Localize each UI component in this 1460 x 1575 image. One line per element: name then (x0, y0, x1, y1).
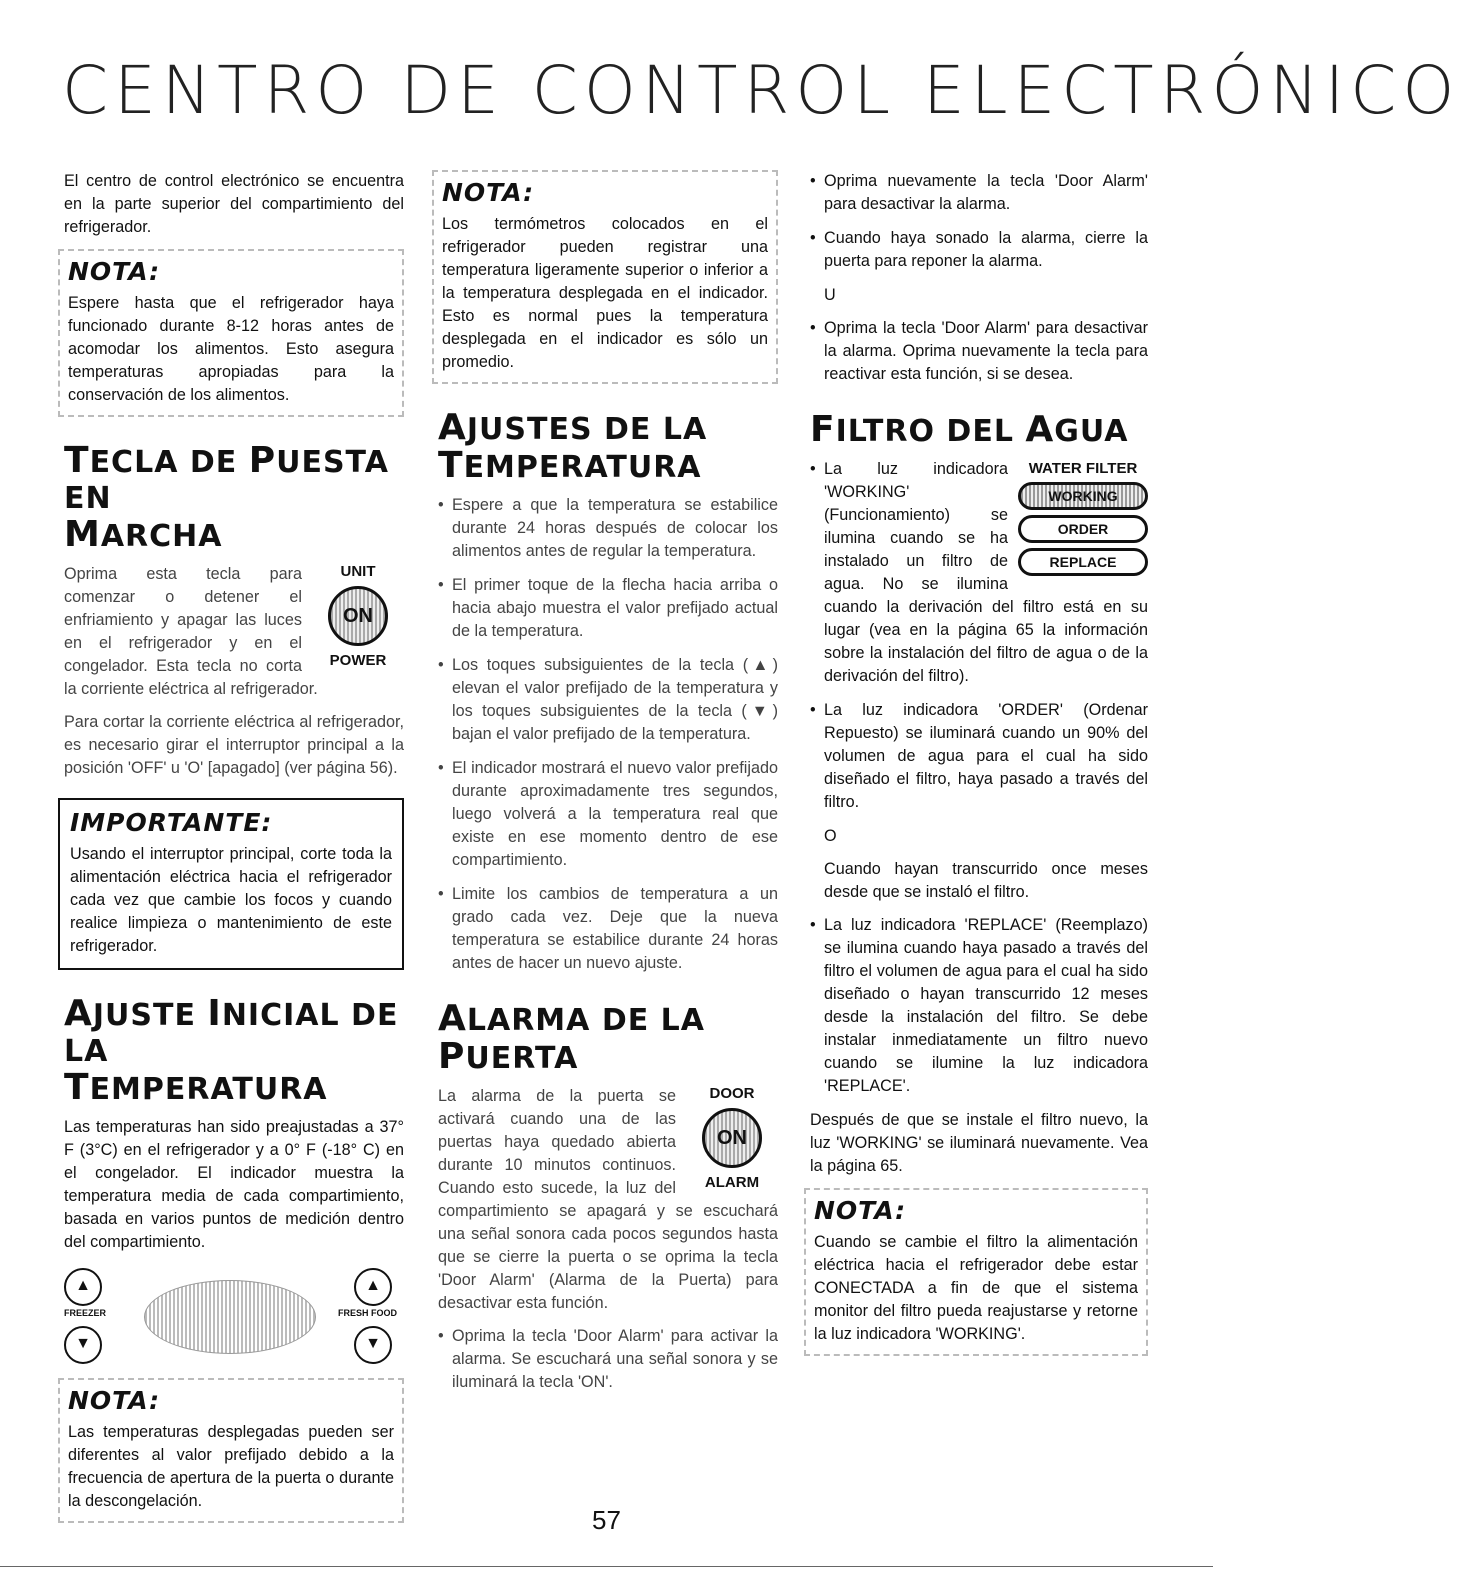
alarm-list-2 (810, 317, 1148, 386)
list-item: • La luz indicadora 'REPLACE' (Reemplazo) se ilumina cuando haya pasado a través del filtro el volumen de agua para el cual ha sido diseñado o hayan transcurrido 12 meses desde la instalación del filtro. Se debe instalar inmediatamente un filtro nuevo cuando se ilumine la luz indicadora 'REPLACE'. (810, 914, 1148, 1098)
list-item: • Oprima la tecla 'Door Alarm' para desactivar la alarma. Oprima nuevamente la tecla para reactivar esta función, si se desea. (810, 317, 1148, 386)
unit-power-paragraph: Oprima esta tecla para comenzar o detener el enfriamiento y apagar las luces en el refrigerador y en el congelador. Esta tecla no corta la corriente eléctrica al refrigerador. (64, 565, 318, 698)
u-text: U (824, 286, 836, 304)
door-alarm-paragraph: La alarma de la puerta se activará cuando una de las puertas haya quedado abierta durante 10 minutos continuos. Cuando esto sucede, la luz del compartimiento se apagará y se escuchará una señal sonora cada pocos segundos hasta que se cierre la puerta o se oprima la tecla 'Door Alarm' (Alarma de la Puerta) para desactivar esta función. (438, 1087, 778, 1312)
note-text: Cuando se cambie el filtro la alimentación eléctrica hacia el refrigerador debe estar CONECTADA a fin de que el sistema monitor del filtro pueda reajustarse y retorne la luz indicadora 'WORKING'. (814, 1233, 1138, 1343)
column-3 (810, 170, 1148, 1370)
power-label: POWER (329, 652, 387, 669)
freshfood-down-arrow-icon[interactable]: ▼ (354, 1326, 392, 1364)
page-title: CENTRO DE CONTROL ELECTRÓNICO (62, 52, 1460, 129)
o-text: O (824, 827, 837, 845)
section-heading-initial-temp: AJUSTE INICIAL DE LA TEMPERATURA (64, 993, 399, 1108)
water-filter-title: WATER FILTER (1028, 460, 1138, 477)
note-text: Los termómetros colocados en el refrigerador pueden registrar una temperatura ligeramente superior o inferior a la temperatura desplegada en el indicador. Esto es normal pues la temperatura desplegada en el indicador es sólo un promedio. (442, 215, 768, 371)
note-text: Las temperaturas desplegadas pueden ser diferentes al valor prefijado debido a la frecuencia de apertura de la puerta o durante la descongelación. (68, 1423, 394, 1510)
door-alarm-button[interactable]: ON (702, 1108, 762, 1168)
list-item-continuation: Cuando hayan transcurrido once meses desde que se instaló el filtro. (824, 860, 1148, 901)
order-indicator: ORDER (1018, 515, 1148, 543)
door-alarm-list (438, 1325, 778, 1394)
list-item: • Los toques subsiguientes de la tecla (▲) elevan el valor prefijado de la temperatura y los toques subsiguientes de la tecla (▼) bajan el valor prefijado de la temperatura. (438, 654, 778, 746)
note-heading: NOTA: (442, 178, 535, 207)
after-install-paragraph: Después de que se instale el filtro nuevo, la luz 'WORKING' se iluminará nuevamente. Vea la página 65. (810, 1111, 1148, 1175)
list-item: • La luz indicadora 'ORDER' (Ordenar Repuesto) se iluminará cuando un 90% del volumen de agua para el cual ha sido diseñado el filtro, haya pasado a través del filtro. (810, 699, 1148, 814)
replace-indicator: REPLACE (1018, 548, 1148, 576)
freshfood-up-arrow-icon[interactable]: ▲ (354, 1268, 392, 1306)
important-box (58, 798, 404, 970)
list-item: • La luz indicadora 'WORKING' (Funcionamiento) se ilumina cuando se ha instalado un filtro de agua. No se ilumina cuando la derivación del filtro está en su lugar (vea en la página 65 la información sobre la instalación del filtro de agua o de la derivación del filtro). (810, 458, 1148, 688)
unit-power-button[interactable]: ON (328, 586, 388, 646)
temp-adjust-list (438, 494, 778, 975)
working-indicator: WORKING (1018, 482, 1148, 510)
page-number: 57 (592, 1505, 621, 1535)
list-item: • El indicador mostrará el nuevo valor prefijado durante aproximadamente tres segundos, luego volverá a la temperatura real que existe en ese momento dentro de ese compartimiento. (438, 757, 778, 872)
initial-temp-paragraph: Las temperaturas han sido preajustadas a 37° F (3°C) en el refrigerador y a 0° F (-18° C) en el congelador. El indicador muestra la temperatura media de cada compartimiento, basada en varios puntos de medición dentro del compartimiento. (64, 1118, 404, 1251)
temperature-display (144, 1280, 316, 1354)
list-item: • Oprima nuevamente la tecla 'Door Alarm' para desactivar la alarma. (810, 170, 1148, 216)
important-text: Usando el interruptor principal, corte toda la alimentación eléctrica hacia el refrigerador cada vez que cambie los focos y cuando realice limpieza o mantenimiento de este refrigerador. (70, 845, 392, 955)
column-2 (438, 170, 778, 1405)
alarm-list (810, 170, 1148, 273)
list-item: • Cuando haya sonado la alarma, cierre la puerta para reponer la alarma. (810, 227, 1148, 273)
door-alarm-control (686, 1085, 778, 1191)
important-heading: IMPORTANTE: (70, 808, 273, 837)
freshfood-label: FRESH FOOD (338, 1308, 398, 1318)
water-filter-list-2 (810, 914, 1148, 1098)
section-heading-door-alarm: ALARMA DE LA PUERTA (438, 998, 705, 1077)
section-heading-water-filter: FILTRO DEL AGUA (810, 409, 1129, 450)
temperature-panel (64, 1268, 404, 1364)
column-1 (64, 170, 404, 1537)
list-item: • Oprima la tecla 'Door Alarm' para activar la alarma. Se escuchará una señal sonora y se iluminará la tecla 'ON'. (438, 1325, 778, 1394)
water-filter-list (810, 458, 1148, 814)
note-heading: NOTA: (68, 1386, 161, 1415)
bottom-rule (0, 1566, 1213, 1567)
note-heading: NOTA: (814, 1196, 907, 1225)
intro-paragraph: El centro de control electrónico se encuentra en la parte superior del compartimiento del refrigerador. (64, 172, 404, 236)
section-heading-temp-adjust: AJUSTES DE LA TEMPERATURA (438, 407, 708, 486)
unit-label: UNIT (340, 563, 376, 580)
note-heading: NOTA: (68, 257, 161, 286)
unit-power-control (312, 563, 404, 669)
list-item: • Limite los cambios de temperatura a un grado cada vez. Deje que la nueva temperatura se estabilice durante 24 horas antes de hacer un nuevo ajuste. (438, 883, 778, 975)
note-text: Espere hasta que el refrigerador haya funcionado durante 8-12 horas antes de acomodar los alimentos. Esto asegura temperaturas apropiadas para la conservación de los alimentos. (68, 294, 394, 404)
list-item: • El primer toque de la flecha hacia arriba o hacia abajo muestra el valor prefijado actual de la temperatura. (438, 574, 778, 643)
door-label: DOOR (709, 1085, 755, 1102)
note-box (804, 1188, 1148, 1356)
alarm-label: ALARM (704, 1174, 760, 1191)
note-box (58, 249, 404, 417)
freezer-up-arrow-icon[interactable]: ▲ (64, 1268, 102, 1306)
list-item: • Espere a que la temperatura se estabilice durante 24 horas después de colocar los alimentos antes de regular la temperatura. (438, 494, 778, 563)
freezer-label: FREEZER (64, 1308, 107, 1318)
section-heading-unit-power: TECLA DE PUESTA EN MARCHA (64, 440, 389, 555)
note-box (58, 1378, 404, 1523)
power-off-paragraph: Para cortar la corriente eléctrica al refrigerador, es necesario girar el interruptor principal a la posición 'OFF' u 'O' [apagado] (ver página 56). (64, 713, 404, 777)
freezer-down-arrow-icon[interactable]: ▼ (64, 1326, 102, 1364)
note-box (432, 170, 778, 384)
